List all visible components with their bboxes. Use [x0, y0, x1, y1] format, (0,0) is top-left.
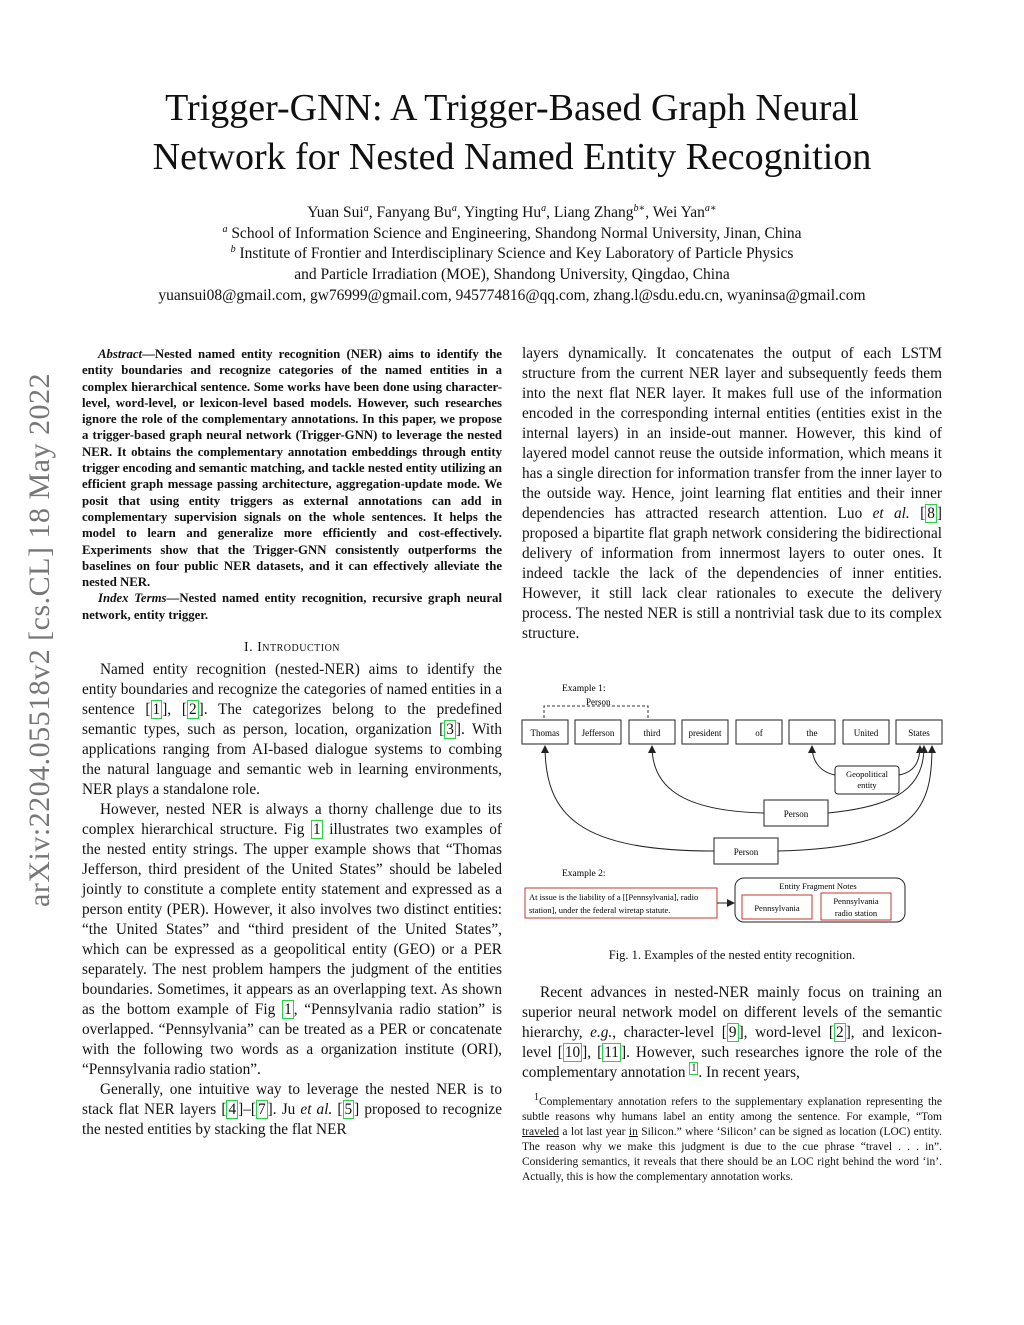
- citation-link[interactable]: 11: [604, 1044, 619, 1061]
- citation-link[interactable]: 10: [564, 1044, 581, 1061]
- author: Liang Zhang: [553, 204, 634, 221]
- author-sep: ,: [368, 204, 377, 221]
- intro-text: [82, 660, 502, 1140]
- fragment-notes-title: Entity Fragment Notes: [779, 881, 857, 891]
- arxiv-identifier: arXiv:2204.05518v2 [cs.CL] 18 May 2022: [23, 373, 56, 907]
- paragraph: Named entity recognition (nested-NER) aims to identify the entity boundaries and recognize the categories of named entities in a sentence [ 1 ], [ 2 ]. The categorizes belong to the predefined semantic types, such as person, location, organization [ 3 ]. With applications ranging from AI-based dialogue systems to combing the natural language and semantic web in learning environments, NER plays a standalone role.: [82, 661, 503, 799]
- example-2-sentence: station], under the federal wiretap statute.: [529, 905, 671, 915]
- affiliation-text: School of Information Science and Engineering, Shandong Normal University, Jinan, China: [227, 225, 802, 242]
- citation-link[interactable]: 9: [728, 1024, 737, 1041]
- abstract-text: —Nested named entity recognition (NER) aims to identify the entity boundaries and recognize categories of the named entities in a complex hierarchical sentence. Some works have been done using character-level, word-level, or lexicon-level based models. However, such researches ignore the role of the complementary annotations. In this paper, we propose a trigger-based graph neural network (Trigger-GNN) to leverage the nested NER. It obtains the complementary annotation embeddings through entity trigger encoding and semantic matching, and tackle nested entity utilizing an efficient graph message passing architecture, aggregation-update mode. We posit that using entity triggers as external annotations can add in complementary supervision signals on the whole sentences. It helps the model to learn and generalize more efficiently and cost-effectively. Experiments show that the Trigger-GNN consistently outperforms the baselines on four public NER datasets, and it can effectively alleviate the nested NER.: [82, 347, 502, 590]
- author: Fanyang Bu: [376, 204, 452, 221]
- fragment-label: Pennsylvania: [754, 903, 800, 913]
- person-bracket-label: Person: [586, 697, 611, 707]
- author-mark: b∗: [633, 202, 646, 214]
- right-column-lower: [522, 983, 942, 1083]
- citation-link[interactable]: 8: [927, 505, 935, 522]
- title-line-2: Network for Nested Named Entity Recognition: [152, 136, 872, 178]
- fragment-label: radio station: [834, 908, 878, 918]
- citation-link[interactable]: 2: [836, 1024, 844, 1041]
- fragment-label: Pennsylvania: [833, 896, 879, 906]
- affiliation-mark: b: [230, 243, 236, 255]
- citation-link[interactable]: 2: [188, 701, 197, 719]
- section-number: I.: [243, 640, 258, 656]
- author-mark: a: [541, 202, 547, 214]
- geo-entity-label: entity: [857, 780, 877, 790]
- person-mid-label: Person: [783, 809, 809, 819]
- author-sep: ,: [546, 204, 554, 221]
- author-mark: a∗: [704, 202, 717, 214]
- token: United: [853, 728, 879, 738]
- token: States: [908, 728, 930, 738]
- arxiv-sidebar: [0, 0, 80, 1325]
- figure-link[interactable]: 1: [313, 821, 321, 839]
- author: Wei Yan: [652, 204, 705, 221]
- citation-link[interactable]: 4: [228, 1101, 237, 1119]
- affiliation-mark: a: [222, 223, 228, 235]
- right-column-text: [522, 344, 942, 644]
- example-2-sentence: At issue is the liability of a [[Pennsylvania], radio: [529, 892, 699, 902]
- index-terms-label: Index Terms: [98, 591, 167, 606]
- title-line-1: Trigger-GNN: A Trigger-Based Graph Neural: [165, 87, 859, 129]
- section-title: Introduction: [257, 640, 341, 656]
- figure-link[interactable]: 1: [284, 1001, 292, 1019]
- author: Yuan Sui: [307, 204, 364, 221]
- paragraph: Generally, one intuitive way to leverage the nested NER is to stack flat NER layers [ 4 ]–[ 7 ]. Ju et al. [ 5 ] proposed to recognize the nested entities by stacking the flat NER: [82, 1081, 503, 1139]
- abstract: [82, 346, 502, 590]
- index-terms-text: —Nested named entity recognition, recursive graph neural network, entity trigger.: [82, 591, 502, 622]
- footnote-mark: 1: [534, 1092, 539, 1104]
- paragraph: Recent advances in nested-NER mainly focus on training an superior neural network model on different levels of the semantic hierarchy, e.g., character-level [ 9 ], word-level [ 2 ], and lexicon-level [ 10 ], [ 11 ]. However, such researches ignore the role of the complementary annotation $^1$ . In recent years,: [522, 984, 942, 1081]
- footnote-link[interactable]: 1: [691, 1062, 697, 1074]
- author-sep: ,: [645, 204, 653, 221]
- author-mark: a: [451, 202, 457, 214]
- affiliation-b: [80, 244, 944, 264]
- section-heading: [82, 640, 502, 656]
- affiliation-b-cont: and Particle Irradiation (MOE), Shandong University, Qingdao, China: [294, 266, 730, 283]
- example-2-label: Example 2:: [562, 869, 606, 879]
- paper-title: [80, 84, 944, 182]
- left-column: [82, 346, 502, 1140]
- author-list: [80, 203, 944, 223]
- token: Thomas: [530, 728, 560, 738]
- token: the: [806, 728, 818, 738]
- citation-link[interactable]: 1: [152, 701, 161, 719]
- token: president: [688, 728, 722, 738]
- person-low-label: Person: [733, 847, 759, 857]
- abstract-label: Abstract: [98, 347, 143, 361]
- paragraph: However, nested NER is always a thorny challenge due to its complex hierarchical structure. Fig 1 illustrates two examples of the nested entity strings. The upper example shows that “Thomas Jefferson, third president of the United States” should be labeled jointly to constitute a complete entity statement and expressed as a person entity (PER). However, it also involves two distinct entities: “the United States” and “third president of the United States”, which can be expressed as a geopolitical entity (GEO) or a PER separately. The nest problem hampers the judgment of the entities boundaries. Sometimes, it appears as an overlapping text. As shown as the bottom example of Fig 1 , “Pennsylvania radio station” is overlapped. “Pennsylvania” can be treated as a PER or concatenate with the following two words as a organization institute (ORI), “Pennsylvania radio station”.: [82, 801, 503, 1079]
- affiliation-a: [80, 224, 944, 244]
- paragraph: layers dynamically. It concatenates the output of each LSTM structure from the current NER layer and subsequently feeds them into the next flat NER layer. It makes full use of the information encoded in the corresponding internal entities (entities exist in the internal layers) in an inside-out manner. However, this kind of layered model cannot reuse the outside information, which means it has a single direction for information transfer from the inner layer to the outside way. Hence, joint learning flat entities and their inner dependencies has attracted research attention. Luo et al. [ 8 ] proposed a bipartite flat graph network considering the bidirectional delivery of information from innermost layers to outer ones. It indeed tackle the lack of the dependencies of inner entities. However, it still lack clear rationales to execute the delivery process. The nested NER is still a nontrivial task due to its complex structure.: [522, 345, 942, 642]
- author: Yingting Hu: [464, 204, 542, 221]
- citation-link[interactable]: 7: [258, 1101, 266, 1119]
- emails: yuansui08@gmail.com, gw76999@gmail.com, 945774816@qq.com, zhang.l@sdu.edu.cn, wyaninsa@gmail.com: [158, 287, 866, 304]
- example-1-label: Example 1:: [562, 684, 606, 694]
- author-mark: a: [363, 202, 369, 214]
- author-sep: ,: [456, 204, 464, 221]
- citation-link[interactable]: 3: [446, 721, 454, 739]
- token: of: [755, 728, 763, 738]
- figure-caption: Fig. 1. Examples of the nested entity recognition.: [608, 948, 856, 962]
- footnote: $^1$Complementary annotation refers to the supplementary explanation representing the subtle reasons why humans label an entity among the sentence. For example, “Tom traveled a lot last year in Silicon.” where ‘Silicon’ can be signed as location (LOC) entity. The reason why we make this judgment is due to the cue phrase “travel . . . in”. Considering semantics, it reveals that there should be an LOC right behind the word ‘in’. Actually, this is how the complementary annotation works.: [522, 1092, 942, 1183]
- geo-entity-label: Geopolitical: [845, 769, 889, 779]
- figure-1: [520, 676, 944, 924]
- token: Jefferson: [581, 728, 615, 738]
- token: third: [643, 728, 661, 738]
- citation-link[interactable]: 5: [344, 1101, 353, 1119]
- affiliation-text: Institute of Frontier and Interdisciplinary Science and Key Laboratory of Particle Physics: [235, 245, 794, 262]
- index-terms: [82, 590, 502, 623]
